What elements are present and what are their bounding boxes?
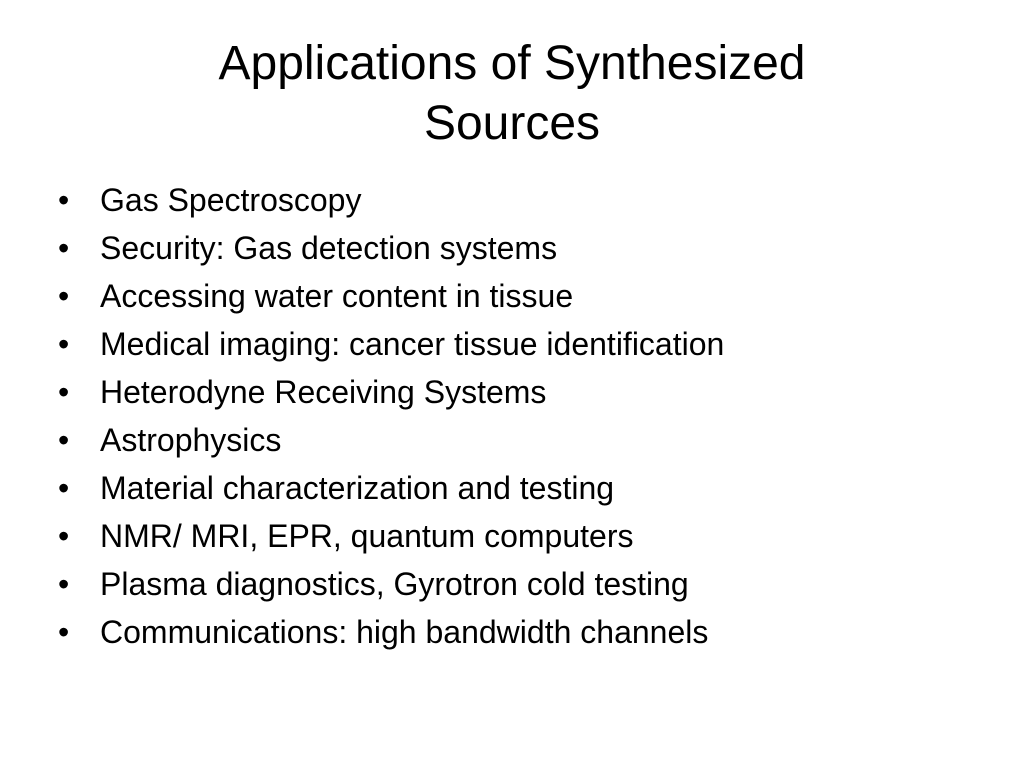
bullet-dot-icon: • [58, 326, 70, 362]
bullet-item [58, 272, 998, 320]
bullet-text: Heterodyne Receiving Systems [100, 374, 547, 410]
bullet-item [58, 512, 998, 560]
bullet-item [58, 608, 998, 656]
bullet-text: NMR/ MRI, EPR, quantum computers [100, 518, 634, 554]
bullet-dot-icon: • [58, 374, 70, 410]
bullet-dot-icon: • [58, 278, 70, 314]
bullet-text: Accessing water content in tissue [100, 278, 574, 314]
bullet-text: Security: Gas detection systems [100, 230, 558, 266]
bullet-dot-icon: • [58, 182, 70, 218]
bullet-dot-icon: • [58, 470, 70, 506]
bullet-dot-icon: • [58, 422, 70, 458]
bullet-text: Gas Spectroscopy [100, 182, 362, 218]
bullet-text: Astrophysics [100, 422, 282, 458]
bullet-text: Material characterization and testing [100, 470, 615, 506]
slide-title [0, 34, 1024, 154]
title-line-1: Applications of Synthesized [218, 37, 806, 90]
title-line-2: Sources [423, 97, 601, 150]
bullet-item [58, 416, 998, 464]
bullet-text: Communications: high bandwidth channels [100, 614, 709, 650]
bullet-item [58, 320, 998, 368]
bullet-item [58, 224, 998, 272]
bullet-item [58, 368, 998, 416]
bullet-text: Medical imaging: cancer tissue identification [100, 326, 725, 362]
bullet-dot-icon: • [58, 566, 70, 602]
bullet-dot-icon: • [58, 518, 70, 554]
bullet-text: Plasma diagnostics, Gyrotron cold testing [100, 566, 689, 602]
bullet-item [58, 464, 998, 512]
bullet-dot-icon: • [58, 614, 70, 650]
bullet-item [58, 176, 998, 224]
bullet-item [58, 560, 998, 608]
bullet-dot-icon: • [58, 230, 70, 266]
bullet-list [58, 176, 998, 656]
